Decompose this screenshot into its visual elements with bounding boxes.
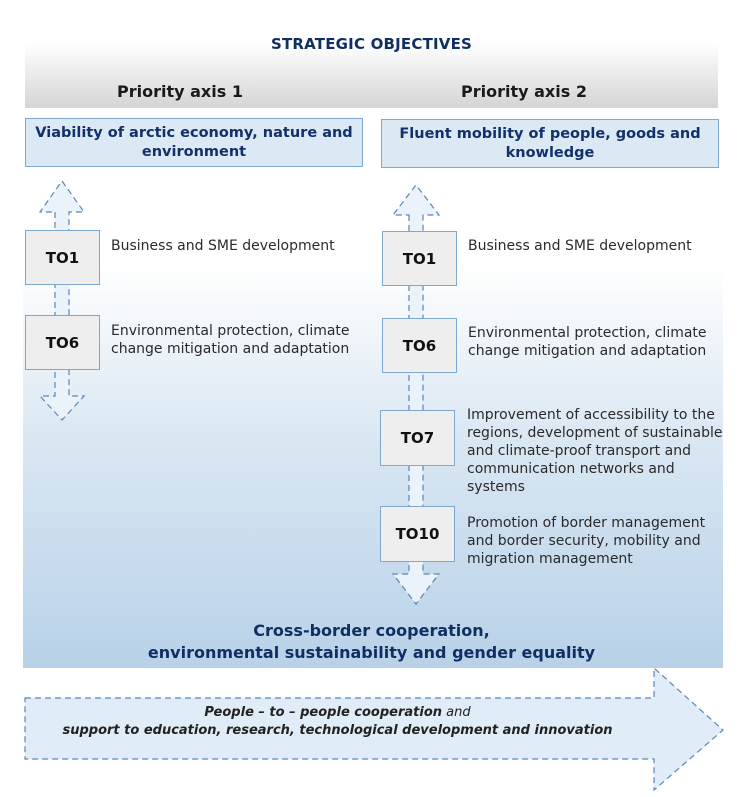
axis-1-title: Priority axis 1 [117, 82, 243, 101]
bottom-line-2-bold: support to education, research, technological development and innovation [62, 723, 613, 738]
axis-1-to1-description: Business and SME development [111, 238, 335, 254]
axis-2-to10-description: Promotion of border management and border security, mobility and migration management [467, 515, 706, 567]
axis-2-to7-description: Improvement of accessibility to the regions, development of sustainable and climate-proof transport and communication networks and systems [467, 407, 723, 495]
axis-2-to10-box: TO10 [380, 506, 455, 562]
axis-2-to6-description: Environmental protection, climate change mitigation and adaptation [468, 325, 707, 359]
axis-2-to7-box: TO7 [380, 410, 455, 466]
axis-1-arrow [40, 181, 84, 420]
cross-border-line-1: Cross-border cooperation, [253, 621, 490, 640]
cross-border-statement [0, 620, 743, 664]
cross-border-line-2: environmental sustainability and gender equality [147, 643, 596, 662]
bottom-line-1-bold: People – to – people cooperation [204, 705, 443, 720]
axis-2-to1-box: TO1 [382, 231, 457, 286]
axis-1-to6-box: TO6 [25, 315, 100, 370]
page-title: STRATEGIC OBJECTIVES [270, 35, 473, 53]
axis-2-to1-description: Business and SME development [468, 238, 692, 254]
axis-1-to6-description: Environmental protection, climate change mitigation and adaptation [111, 323, 350, 357]
axis-2-goal: Fluent mobility of people, goods and knowledge [381, 119, 719, 168]
axis-1-to1-box: TO1 [25, 230, 100, 285]
axis-2-title: Priority axis 2 [461, 82, 587, 101]
bottom-line-1-rest: and [442, 705, 471, 720]
axis-2-to6-box: TO6 [382, 318, 457, 373]
bottom-arrow-text [25, 704, 650, 740]
axis-1-goal: Viability of arctic economy, nature and environment [25, 118, 363, 167]
